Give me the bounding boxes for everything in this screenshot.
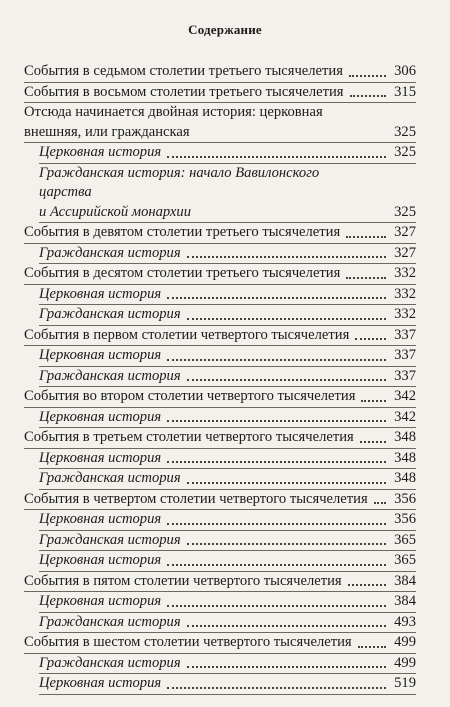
toc-entry-title: Гражданская история <box>39 654 181 671</box>
dot-leader <box>167 359 386 361</box>
toc-entry-title: Церковная история <box>39 593 162 609</box>
toc-page-number: 327 <box>394 224 416 240</box>
toc-subentry <box>39 510 416 531</box>
dot-leader <box>167 156 386 158</box>
dot-leader <box>346 236 386 238</box>
dot-leader <box>187 666 386 668</box>
toc-entry-title: Гражданская история <box>39 531 181 548</box>
dot-leader <box>167 420 386 422</box>
toc-entry <box>24 633 416 654</box>
toc-subentry <box>39 367 416 388</box>
toc-entry-title: События в шестом столетии четвертого тысячелетия <box>24 634 352 650</box>
toc-entry-title: События в седьмом столетии третьего тысячелетия <box>24 63 343 79</box>
toc-subentry <box>39 449 416 470</box>
toc-entry <box>24 103 416 143</box>
toc-page-number: 332 <box>394 285 416 302</box>
dot-leader <box>187 482 386 484</box>
toc-entry <box>24 428 416 449</box>
dot-leader <box>187 379 386 381</box>
toc-subentry <box>39 285 416 306</box>
toc-page-number: 519 <box>394 675 416 691</box>
toc-entry <box>24 572 416 593</box>
dot-leader <box>187 318 386 320</box>
toc-subentry <box>39 551 416 572</box>
toc-page-number: 365 <box>394 552 416 568</box>
toc-entry-title: События в девятом столетии третьего тысячелетия <box>24 224 341 240</box>
toc-subentry <box>39 674 416 695</box>
toc-entry-title: Гражданская история <box>39 613 181 630</box>
toc-subentry <box>39 408 416 429</box>
toc-entry-title: События во втором столетии четвертого тысячелетия <box>24 388 356 404</box>
toc-page-number: 337 <box>394 367 416 384</box>
dot-leader <box>167 605 386 607</box>
toc-page-number: 342 <box>394 408 416 425</box>
dot-leader <box>187 256 386 258</box>
toc-page-number: 493 <box>394 613 416 630</box>
toc-entry-title: События в третьем столетии четвертого тысячелетия <box>24 429 354 445</box>
toc-entry-title: Гражданская история <box>39 244 181 261</box>
toc-entry-title: Церковная история <box>39 449 162 466</box>
dot-leader <box>350 95 387 97</box>
toc-entry-title: Гражданская история <box>39 367 181 384</box>
toc-entry-title: Гражданская история <box>39 470 181 486</box>
dot-leader <box>360 441 386 443</box>
toc-entry-title <box>24 103 329 142</box>
dot-leader <box>348 584 386 586</box>
dot-leader <box>374 502 386 504</box>
dot-leader <box>355 338 386 340</box>
toc-entry <box>24 264 416 285</box>
dot-leader <box>329 135 386 137</box>
dot-leader <box>358 646 386 648</box>
dot-leader <box>187 543 386 545</box>
toc-page-number: 499 <box>394 654 416 671</box>
toc-entry-title: Церковная история <box>39 675 162 691</box>
toc-subentry <box>39 654 416 675</box>
toc-subentry <box>39 592 416 613</box>
dot-leader <box>167 523 386 525</box>
toc-entry-title-line: внешняя, или гражданская <box>24 123 190 140</box>
toc-subentry <box>39 244 416 265</box>
toc-page-number: 332 <box>394 306 416 322</box>
toc-entry <box>24 490 416 511</box>
toc-page-number: 348 <box>394 449 416 466</box>
toc-subentry <box>39 531 416 552</box>
toc-page-number: 365 <box>394 531 416 548</box>
dot-leader <box>167 461 386 463</box>
toc-page-number: 384 <box>394 572 416 589</box>
table-of-contents <box>24 62 416 695</box>
dot-leader <box>361 400 386 402</box>
toc-entry-title: Церковная история <box>39 511 162 527</box>
toc-entry-title: События в четвертом столетии четвертого тысячелетия <box>24 490 368 507</box>
toc-page-number: 332 <box>394 265 416 281</box>
dot-leader <box>349 75 386 77</box>
toc-subentry <box>39 469 416 490</box>
dot-leader <box>167 297 386 299</box>
dot-leader <box>167 687 386 689</box>
toc-entry-title: Церковная история <box>39 552 162 568</box>
toc-entry-title: События в десятом столетии третьего тысячелетия <box>24 265 341 281</box>
toc-entry <box>24 387 416 408</box>
toc-entry-title-line: Отсюда начинается двойная история: церковная <box>24 104 323 120</box>
toc-subentry <box>39 164 416 224</box>
toc-page-number: 384 <box>394 593 416 609</box>
toc-entry-title: События в первом столетии четвертого тысячелетия <box>24 326 350 343</box>
dot-leader <box>374 215 386 217</box>
toc-page-number: 499 <box>394 634 416 650</box>
toc-entry-title-line: и Ассирийской монархии <box>39 203 191 220</box>
page-title: Содержание <box>188 22 262 37</box>
toc-entry-title: Церковная история <box>39 144 162 160</box>
toc-page-number: 337 <box>394 347 416 363</box>
toc-entry <box>24 83 416 104</box>
toc-subentry <box>39 143 416 164</box>
toc-entry-title: Гражданская история <box>39 306 181 322</box>
toc-page-number: 348 <box>394 429 416 445</box>
toc-entry-title: Церковная история <box>39 347 162 363</box>
toc-subentry <box>39 613 416 634</box>
toc-page-number: 342 <box>394 388 416 404</box>
toc-entry <box>24 326 416 347</box>
toc-subentry <box>39 346 416 367</box>
toc-entry-title <box>39 164 374 223</box>
toc-page-number: 327 <box>394 244 416 261</box>
dot-leader <box>346 277 386 279</box>
toc-page-number: 306 <box>394 63 416 79</box>
toc-page-number: 356 <box>394 511 416 527</box>
toc-entry-title: События в пятом столетии четвертого тысячелетия <box>24 572 342 589</box>
toc-page-number: 337 <box>394 326 416 343</box>
toc-entry-title: Церковная история <box>39 285 162 302</box>
toc-page-number: 356 <box>394 490 416 507</box>
toc-entry-title-line: Гражданская история: начало Вавилонского царства <box>39 164 320 200</box>
toc-entry <box>24 223 416 244</box>
toc-subentry <box>39 305 416 326</box>
dot-leader <box>167 564 386 566</box>
toc-entry <box>24 62 416 83</box>
toc-page-number: 315 <box>394 83 416 100</box>
toc-page-number: 325 <box>394 203 416 220</box>
toc-page-number: 348 <box>394 470 416 486</box>
toc-entry-title: Церковная история <box>39 408 162 425</box>
toc-entry-title: События в восьмом столетии третьего тысячелетия <box>24 83 344 100</box>
dot-leader <box>187 625 386 627</box>
toc-page-number: 325 <box>394 123 416 140</box>
toc-page-number: 325 <box>394 144 416 160</box>
